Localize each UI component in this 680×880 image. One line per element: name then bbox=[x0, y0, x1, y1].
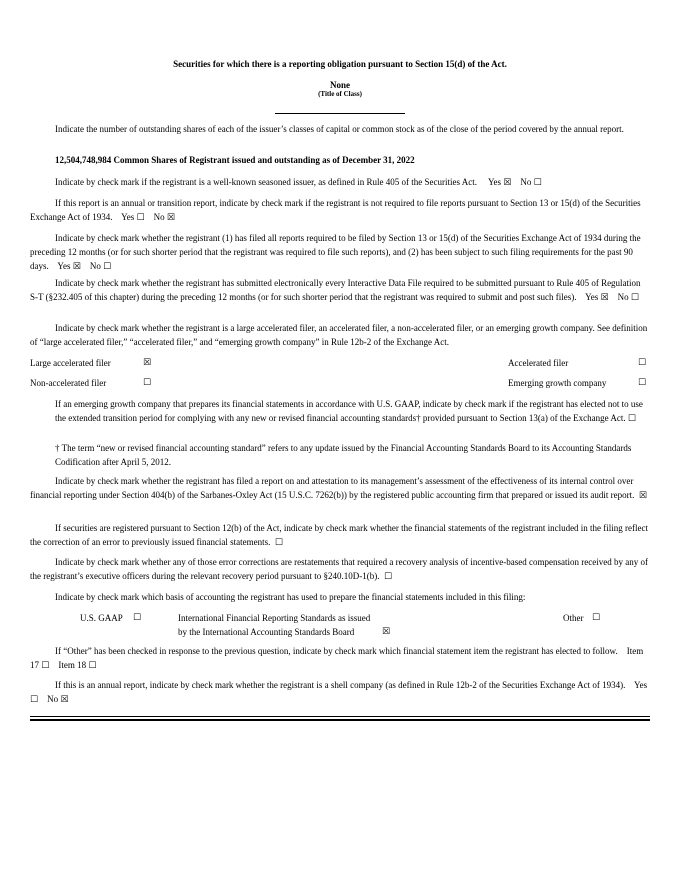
wksi-no-label: No bbox=[520, 177, 532, 187]
shell-no-checkbox[interactable]: ☒ bbox=[60, 695, 69, 705]
shares-paragraph: Indicate the number of outstanding shares of each of the issuer’s classes of capital or common stock as of the close of the period covered by the annual report. bbox=[55, 124, 624, 134]
basis-question: Indicate by check mark which basis of accounting the registrant has used to prepare the financial statements included in this filing: bbox=[55, 592, 526, 602]
wksi-text: Indicate by check mark if the registrant is a well-known seasoned issuer, as defined in Rule 405 of the Securities Act. bbox=[55, 177, 478, 187]
filer-options-row-2 bbox=[30, 376, 650, 390]
filer-type-question: Indicate by check mark whether the registrant is a large accelerated filer, an accelerated filer, a non-accelerated filer, or an emerging growth company. See definition of “large accelerated filer,” “accelerated filer,” and “emerging growth company” in Rule 12b-2 of the Exchange Act. bbox=[30, 323, 648, 347]
correction-text: If securities are registered pursuant to Section 12(b) of the Act, indicate by check mark whether the financial statements of the registrant included in the filing reflect the correction of an error to previously issued financial statements. bbox=[30, 523, 649, 547]
correction-checkbox[interactable]: ☐ bbox=[274, 538, 283, 548]
wksi-question bbox=[30, 175, 650, 190]
emerging-transition-question bbox=[55, 397, 650, 426]
footnote: † The term “new or revised financial accounting standard” refers to any update issued by the Financial Accounting Standards Board to its Accounting Standards Codification after April 5, 2012. bbox=[55, 443, 632, 467]
not-required-text: If this report is an annual or transition report, indicate by check mark if the registrant is not required to file reports pursuant to Section 13 or 15(d) of the Securities Exchange Act of 1934. bbox=[30, 198, 641, 222]
class-title-caption: (Title of Class) bbox=[318, 90, 362, 98]
other-basis-checkbox[interactable]: ☐ bbox=[592, 613, 601, 623]
not-required-no-label: No bbox=[153, 212, 165, 222]
class-title-value: None bbox=[330, 80, 350, 90]
basis-options bbox=[30, 611, 650, 641]
item17-label: Item 17 bbox=[30, 646, 644, 670]
filer-options-row-1 bbox=[30, 356, 650, 370]
non-accelerated-filer-checkbox[interactable]: ☐ bbox=[143, 378, 152, 388]
interactive-data-yes-checkbox[interactable]: ☒ bbox=[600, 293, 609, 303]
large-accelerated-filer-checkbox[interactable]: ☒ bbox=[143, 358, 152, 368]
emerging-growth-checkbox[interactable]: ☐ bbox=[638, 378, 647, 388]
non-accelerated-filer-label: Non-accelerated filer bbox=[30, 378, 107, 388]
filed-reports-no-label: No bbox=[89, 261, 101, 271]
end-rule-top bbox=[30, 716, 650, 717]
emerging-transition-checkbox[interactable]: ☐ bbox=[627, 414, 636, 424]
large-accelerated-filer-label: Large accelerated filer bbox=[30, 358, 111, 368]
wksi-no-checkbox[interactable]: ☐ bbox=[533, 178, 542, 188]
item18-label: Item 18 bbox=[58, 660, 87, 670]
interactive-data-no-label: No bbox=[617, 292, 629, 302]
filed-reports-text: Indicate by check mark whether the registrant (1) has filed all reports required to be filed by Section 13 or 15(d) of the Securities Exchange Act of 1934 during the preceding 12 months (or for such shorter period that the registrant was required to file such reports), and (2) has been subject to such filing requirements for the past 90 days. bbox=[30, 233, 641, 271]
filed-reports-question bbox=[30, 231, 650, 274]
accelerated-filer-label: Accelerated filer bbox=[508, 358, 569, 368]
item17-checkbox[interactable]: ☐ bbox=[41, 661, 50, 671]
interactive-data-yes-label: Yes bbox=[585, 292, 599, 302]
shares-count-statement: 12,504,748,984 Common Shares of Registrant issued and outstanding as of December 31, 2022 bbox=[55, 155, 415, 165]
correction-question bbox=[30, 521, 650, 550]
attestation-text: Indicate by check mark whether the registrant has filed a report on and attestation to its management’s assessment of the effectiveness of its internal control over financial reporting under Section 404(b) of the Sarbanes-Oxley Act (15 U.S.C. 7262(b)) by the registered public accounting firm that prepared or issued its audit report. bbox=[30, 476, 635, 500]
shell-yes-label: Yes bbox=[634, 680, 648, 690]
wksi-yes-label: Yes bbox=[487, 177, 502, 187]
attestation-question bbox=[30, 474, 650, 503]
ifrs-checkbox[interactable]: ☒ bbox=[382, 627, 391, 637]
emerging-growth-label: Emerging growth company bbox=[508, 378, 607, 388]
filed-reports-no-checkbox[interactable]: ☐ bbox=[103, 262, 112, 272]
other-item-text: If “Other” has been checked in response to the previous question, indicate by check mark which financial statement item the registrant has elected to follow. bbox=[55, 646, 618, 656]
not-required-yes-label: Yes bbox=[121, 212, 135, 222]
interactive-data-question bbox=[30, 276, 650, 305]
restatement-checkbox[interactable]: ☐ bbox=[383, 572, 393, 582]
shell-company-text: If this is an annual report, indicate by check mark whether the registrant is a shell company (as defined in Rule 12b-2 of the Securities Exchange Act of 1934). bbox=[55, 680, 626, 690]
other-item-question bbox=[30, 644, 650, 673]
attestation-checkbox[interactable]: ☒ bbox=[638, 491, 647, 501]
section-title: Securities for which there is a reporting obligation pursuant to Section 15(d) of the Act. bbox=[173, 59, 507, 69]
us-gaap-label: U.S. GAAP bbox=[80, 613, 123, 623]
not-required-no-checkbox[interactable]: ☒ bbox=[166, 213, 175, 223]
shell-no-label: No bbox=[47, 694, 59, 704]
ifrs-label-line-1: International Financial Reporting Standards as issued bbox=[178, 613, 371, 623]
not-required-question bbox=[30, 196, 650, 225]
interactive-data-text: Indicate by check mark whether the registrant has submitted electronically every Interactive Data File required to be submitted pursuant to Rule 405 of Regulation S-T (§232.405 of this chapter) during the preceding 12 months (or for such shorter period that the registrant was required to submit and post such files). bbox=[30, 278, 641, 302]
other-basis-label: Other bbox=[563, 613, 584, 623]
title-divider bbox=[275, 113, 405, 114]
restatement-question bbox=[30, 555, 650, 584]
item18-checkbox[interactable]: ☐ bbox=[88, 661, 97, 671]
filed-reports-yes-checkbox[interactable]: ☒ bbox=[72, 262, 81, 272]
shell-company-question bbox=[30, 678, 650, 707]
not-required-yes-checkbox[interactable]: ☐ bbox=[136, 213, 145, 223]
end-rule-bottom bbox=[30, 719, 650, 721]
wksi-yes-checkbox[interactable]: ☒ bbox=[503, 178, 512, 188]
us-gaap-checkbox[interactable]: ☐ bbox=[133, 613, 142, 623]
shell-yes-checkbox[interactable]: ☐ bbox=[30, 695, 39, 705]
interactive-data-no-checkbox[interactable]: ☐ bbox=[630, 293, 639, 303]
emerging-transition-text: If an emerging growth company that prepares its financial statements in accordance with U.S. GAAP, indicate by check mark if the registrant has elected not to use the extended transition period for complying with any new or revised financial accounting standards† provided pursuant to Section 13(a) of the Exchange Act. bbox=[55, 399, 643, 423]
accelerated-filer-checkbox[interactable]: ☐ bbox=[638, 358, 647, 368]
filed-reports-yes-label: Yes bbox=[57, 261, 71, 271]
ifrs-label-line-2: by the International Accounting Standards Board bbox=[178, 627, 355, 637]
restatement-text: Indicate by check mark whether any of those error corrections are restatements that required a recovery analysis of incentive-based compensation received by any of the registrant’s executive officers during the relevant recovery period pursuant to §240.10D-1(b). bbox=[30, 557, 648, 581]
